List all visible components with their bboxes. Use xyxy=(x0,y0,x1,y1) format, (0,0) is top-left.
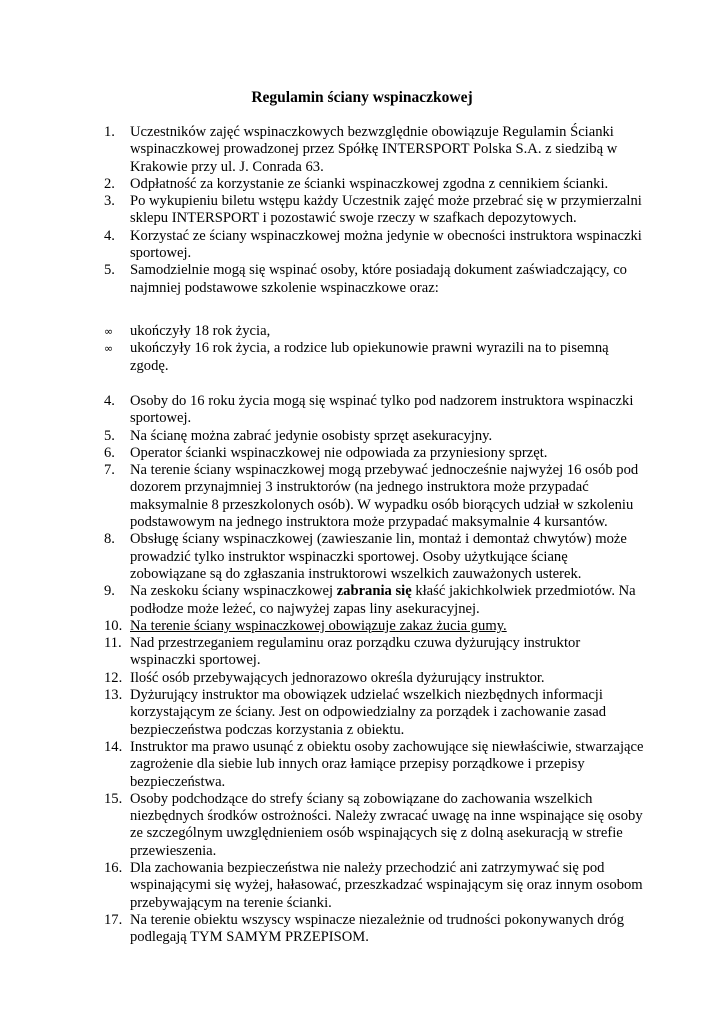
rule-number: 1. xyxy=(104,124,115,140)
bullet-item xyxy=(104,323,644,340)
rule-item xyxy=(104,428,644,445)
rules-list-part-1 xyxy=(104,124,644,297)
rule-item xyxy=(104,670,644,687)
rule-item xyxy=(104,462,644,531)
bullet-item xyxy=(104,340,644,375)
rule-text: Po wykupieniu biletu wstępu każdy Uczestnik zajęć może przebrać się w przymierzalni sklepu INTERSPORT i pozostawić swoje rzeczy w szafkach depozytowych. xyxy=(130,193,642,227)
rule-text: Dyżurujący instruktor ma obowiązek udzielać wszelkich niezbędnych informacji korzystającym ze ściany. Jest on odpowiedzialny za porządek i zachowanie zasad bezpieczeństwa podczas korzystania z obiektu. xyxy=(130,687,606,738)
rule-number: 13. xyxy=(104,687,123,704)
rule-text: Operator ścianki wspinaczkowej nie odpowiada za przyniesiony sprzęt. xyxy=(130,444,548,461)
rule-item xyxy=(104,791,644,860)
rule-text: Na terenie ściany wspinaczkowej mogą przebywać jednocześnie najwyżej 16 osób pod dozorem przynajmniej 3 instruktorów (na jednego instruktora może przypadać maksymalnie 8 przeszkolonych osób). W wypadku osób biorących udział w szkoleniu podstawowym na jednego instruktora może przypadać maksymalnie 4 kursantów. xyxy=(130,462,639,531)
bullet-text: ukończyły 16 rok życia, a rodzice lub opiekunowie prawni wyrazili na to pisemną zgodę. xyxy=(130,340,609,374)
rule-item xyxy=(104,262,644,297)
rule-item xyxy=(104,531,644,583)
rule-text-emphasis: zabrania się xyxy=(336,583,412,600)
rule-number: 4. xyxy=(104,227,115,244)
rule-text: Nad przestrzeganiem regulaminu oraz porządku czuwa dyżurujący instruktor wspinaczki sportowej. xyxy=(130,635,581,669)
rule-item xyxy=(104,618,644,635)
rule-item xyxy=(104,176,644,193)
rule-number: 2. xyxy=(104,175,115,192)
rule-item xyxy=(104,912,644,947)
rule-item xyxy=(104,635,644,670)
rule-text: Osoby do 16 roku życia mogą się wspinać tylko pod nadzorem instruktora wspinaczki sportowej. xyxy=(130,393,634,427)
rule-number: 6. xyxy=(104,444,115,461)
rule-number: 11. xyxy=(104,635,122,652)
rule-item xyxy=(104,445,644,462)
infinity-bullet-icon: ∞ xyxy=(104,325,114,338)
rule-text: Instruktor ma prawo usunąć z obiektu osoby zachowujące się niewłaściwie, stwarzające zagrożenie dla siebie lub innych oraz łamiące przepisy porządkowe i przepisy bezpieczeństwa. xyxy=(130,738,644,790)
bullet-text: ukończyły 18 rok życia, xyxy=(130,323,271,339)
rule-item xyxy=(104,193,644,228)
rule-text: Osoby podchodzące do strefy ściany są zobowiązane do zachowania wszelkich niezbędnych środków ostrożności. Należy zwracać uwagę na inne wspinające się osoby ze szczególnym uwzględnieniem osób wspinających się z dolną asekuracją w strefie przewieszenia. xyxy=(130,790,643,859)
rule-number: 8. xyxy=(104,531,115,548)
rule-text: Dla zachowania bezpieczeństwa nie należy przechodzić ani zatrzymywać się pod wspinającymi się wyżej, hałasować, przeszkadzać wspinającym się oraz innym osobom przebywającym na terenie ścianki. xyxy=(130,860,643,911)
rule-item xyxy=(104,583,644,618)
rule-number: 5. xyxy=(104,262,115,279)
rule-item xyxy=(104,393,644,428)
rule-number: 7. xyxy=(104,462,115,479)
rule-text: Ilość osób przebywających jednorazowo określa dyżurujący instruktor. xyxy=(130,669,545,686)
rule-text: Korzystać ze ściany wspinaczkowej można jedynie w obecności instruktora wspinaczki sportowej. xyxy=(130,227,642,262)
rule-number: 10. xyxy=(104,617,123,634)
rule-number: 16. xyxy=(104,860,123,877)
rule-number: 12. xyxy=(104,669,123,686)
rule-item xyxy=(104,228,644,263)
rule-text-after: kłaść jakichkolwiek przedmiotów. Na podłodze może leżeć, co najwyżej zapas liny asekuracyjnej. xyxy=(130,583,636,617)
rule-text: Odpłatność za korzystanie ze ścianki wspinaczkowej zgodna z cennikiem ścianki. xyxy=(130,175,609,192)
rule-item xyxy=(104,124,644,176)
rule-number: 5. xyxy=(104,427,115,444)
document-title: Regulamin ściany wspinaczkowej xyxy=(251,89,473,106)
rule-text: Samodzielnie mogą się wspinać osoby, które posiadają dokument zaświadczający, co najmniej podstawowe szkolenie wspinaczkowe oraz: xyxy=(130,262,627,296)
rule-text-before: Na zeskoku ściany wspinaczkowej xyxy=(130,583,337,600)
rule-number: 9. xyxy=(104,583,115,600)
rule-number: 14. xyxy=(104,738,123,755)
rule-text-underlined: Na terenie ściany wspinaczkowej obowiązuje zakaz żucia gumy. xyxy=(130,617,507,634)
infinity-bullet-icon: ∞ xyxy=(104,342,114,356)
age-conditions-list xyxy=(104,323,644,375)
rule-number: 3. xyxy=(104,193,115,210)
rule-item xyxy=(104,860,644,912)
rule-text: Na terenie obiektu wszyscy wspinacze niezależnie od trudności pokonywanych dróg podlegają TYM SAMYM PRZEPISOM. xyxy=(130,911,624,946)
rule-number: 4. xyxy=(104,393,115,409)
rule-item xyxy=(104,687,644,739)
rule-text: Uczestników zajęć wspinaczkowych bezwzględnie obowiązuje Regulamin Ścianki wspinaczkowej prowadzonej przez Spółkę INTERSPORT Polska S.A. z siedzibą w Krakowie przy ul. J. Conrada 63. xyxy=(130,124,618,175)
rule-text: Obsługę ściany wspinaczkowej (zawieszanie lin, montaż i demontaż chwytów) może prowadzić tylko instruktor wspinaczki sportowej. Osoby użytkujące ścianę zobowiązane są do zgłaszania instruktorowi wszelkich zauważonych usterek. xyxy=(130,531,627,582)
rule-number: 17. xyxy=(104,911,123,928)
rules-list-part-2 xyxy=(104,393,644,947)
rule-item xyxy=(104,739,644,791)
rule-text: Na ścianę można zabrać jedynie osobisty sprzęt asekuracyjny. xyxy=(130,427,493,444)
rule-number: 15. xyxy=(104,790,123,807)
